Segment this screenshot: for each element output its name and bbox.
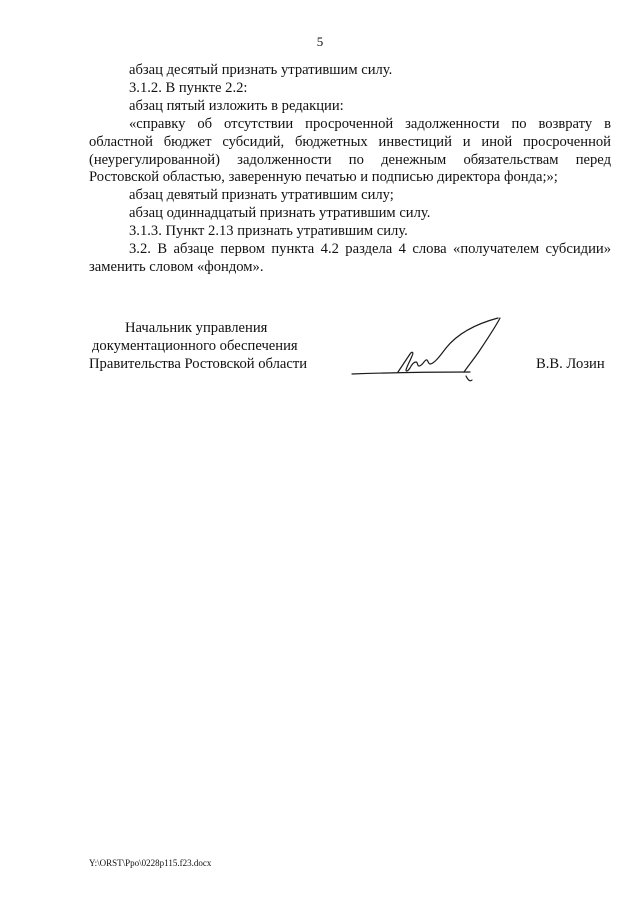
page-number: 5 [316, 34, 324, 49]
paragraph: абзац девятый признать утратившим силу; [129, 187, 394, 204]
paragraph: 3.1.2. В пункте 2.2: [129, 79, 248, 96]
paragraph: абзац десятый признать утратившим силу. [129, 62, 393, 78]
paragraph: абзац пятый изложить в редакции: [129, 97, 344, 114]
paragraph: абзац одиннадцатый признать утратившим силу. [129, 205, 431, 222]
file-path: Y:\ORST\Ppo\0228p115.f23.docx [89, 858, 212, 868]
paragraph: 3.1.3. Пункт 2.13 признать утратившим силу. [129, 223, 408, 240]
handwritten-signature [350, 316, 510, 386]
position-line: Правительства Ростовской области [89, 355, 308, 372]
signer-name: В.В. Лозин [536, 356, 605, 372]
paragraph: «справку об отсутствии просроченной задолженности по возврату в областной бюджет субсидий, бюджетных инвестиций и иной просроченной (неурегулированной) задолженности по денежным обязательствам перед Ростовской областью, заверенную печатью и подписью директора фонда;»; [89, 115, 611, 186]
position-line: Начальник управления [125, 320, 268, 336]
position-line: документационного обеспечения [92, 337, 298, 354]
signatory-position [89, 320, 319, 374]
document-body [89, 62, 611, 277]
paragraph: 3.2. В абзаце первом пункта 4.2 раздела 4 слова «получателем субсидии» заменить словом «фондом». [89, 241, 611, 275]
